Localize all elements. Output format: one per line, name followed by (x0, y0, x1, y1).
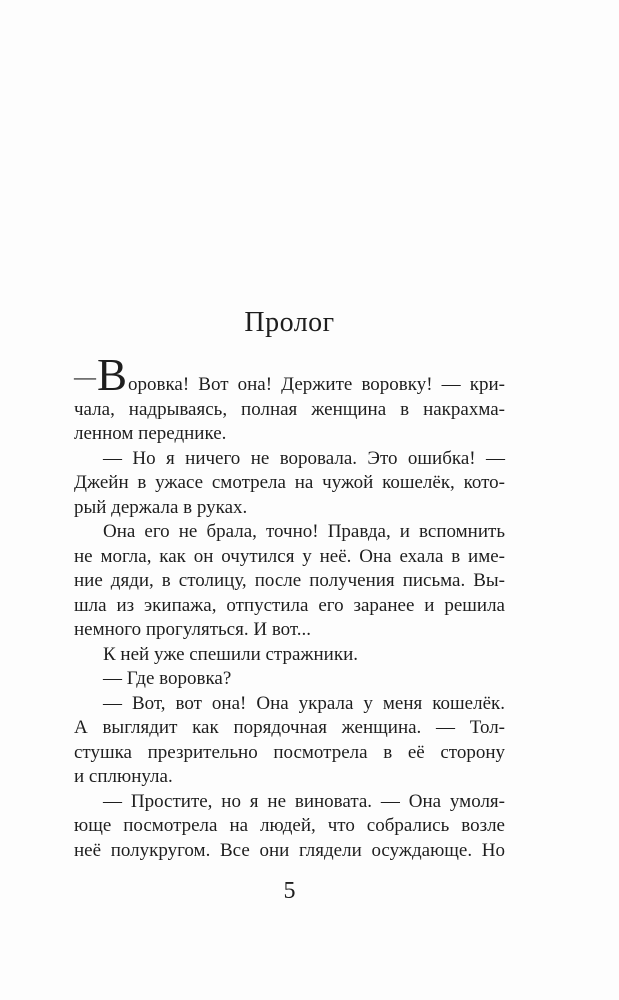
text-line: шла из экипажа, отпустила его заранее и решила (74, 594, 505, 616)
text-line: К ней уже спешили стражники. (103, 643, 358, 665)
text-line: немного прогуляться. И вот... (74, 619, 312, 640)
text-line: юще посмотрела на людей, что собрались возле (74, 815, 505, 836)
initial-capital: В (97, 350, 128, 400)
paragraph (74, 520, 505, 643)
paragraph (74, 692, 505, 790)
text-line: — Но я ничего не воровала. Это ошибка! — (103, 447, 505, 469)
text-line: неё полукругом. Все они глядели осуждающе. Но (74, 839, 505, 861)
page-number: 5 (283, 878, 296, 904)
paragraph (74, 643, 505, 668)
text-line: чала, надрываясь, полная женщина в накрахма- (74, 398, 505, 420)
text-line: — Простите, но я не виновата. — Она умоля- (103, 790, 505, 812)
paragraph (74, 447, 505, 521)
text-line: и сплюнула. (74, 766, 173, 787)
text-line: ленном переднике. (74, 423, 227, 444)
text-line: ние дяди, в столицу, после получения письма. Вы- (74, 570, 505, 591)
paragraph (74, 350, 505, 447)
paragraph (74, 790, 505, 864)
text-line: стушка презрительно посмотрела в её сторону (74, 741, 505, 763)
text-line: —Воровка! Вот она! Держите воровку! — кри- (74, 350, 505, 400)
text-line: Джейн в ужасе смотрела на чужой кошелёк, кото- (74, 472, 505, 493)
text-line: — Где воровка? (103, 668, 232, 689)
text-line: А выглядит как порядочная женщина. — Тол- (74, 717, 505, 738)
text-line: рый держала в руках. (74, 496, 248, 518)
paragraph (74, 667, 505, 692)
text-line: Она его не брала, точно! Правда, и вспомнить (103, 521, 505, 542)
chapter-heading: Пролог (244, 307, 335, 338)
opening-dash: — (74, 364, 96, 389)
text-line: не могла, как он очутился у неё. Она ехала в име- (74, 545, 505, 567)
text-block (74, 350, 505, 863)
text-line: — Вот, вот она! Она украла у меня кошелёк. (103, 692, 505, 714)
